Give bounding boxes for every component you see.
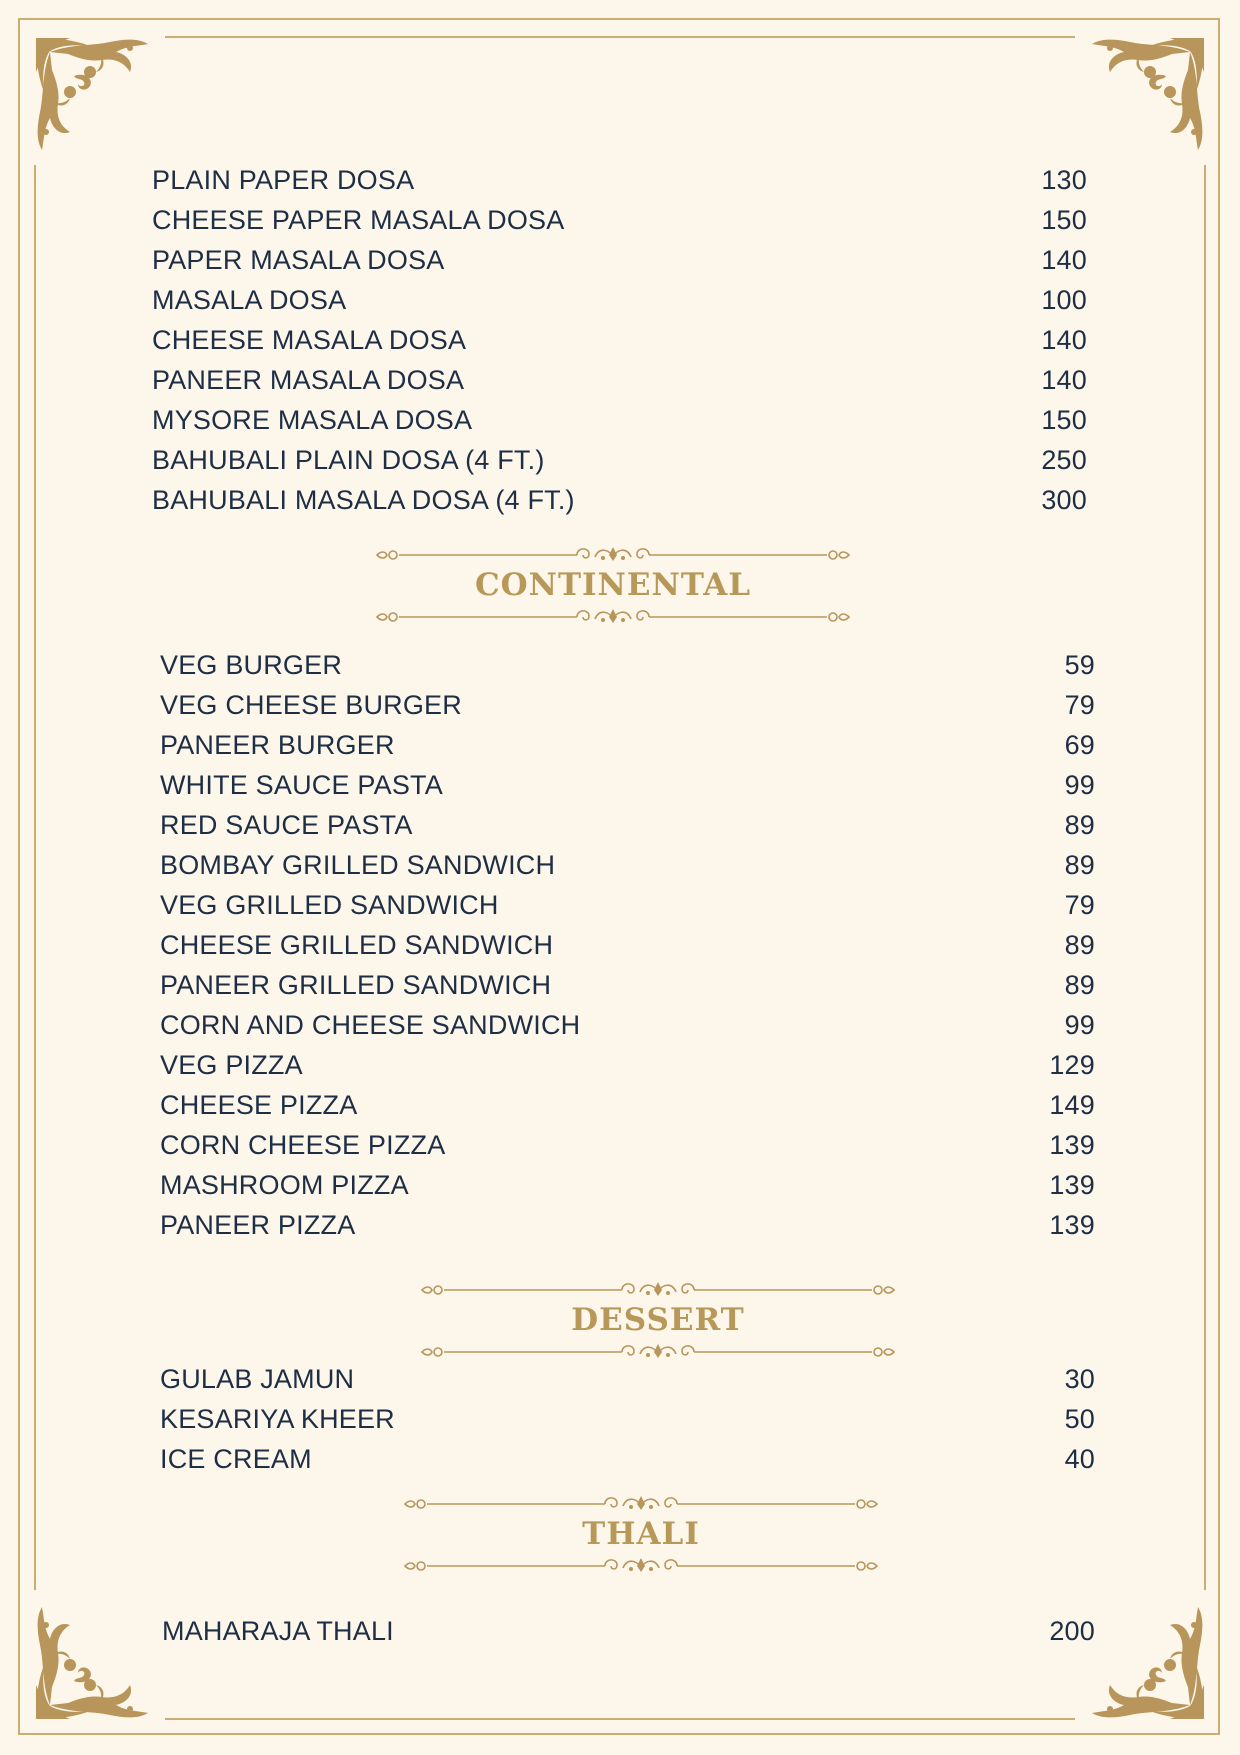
- thali-section-header: [401, 1494, 881, 1584]
- menu-item-name: MAHARAJA THALI: [162, 1615, 394, 1646]
- menu-item-name: VEG CHEESE BURGER: [160, 689, 462, 720]
- corner-flourish-icon: [30, 32, 155, 157]
- menu-item-row: [160, 645, 1095, 685]
- section-title: THALI: [582, 1516, 700, 1552]
- dosa-item-list: [152, 160, 1087, 520]
- menu-item-row: [160, 1205, 1095, 1245]
- corner-flourish-icon: [1085, 32, 1210, 157]
- menu-item-row: [160, 925, 1095, 965]
- menu-item-name: BAHUBALI MASALA DOSA (4 FT.): [152, 484, 575, 515]
- menu-item-name: BOMBAY GRILLED SANDWICH: [160, 849, 556, 880]
- menu-item-name: KESARIYA KHEER: [160, 1403, 395, 1434]
- divider-top: [418, 1280, 898, 1300]
- menu-item-price: 150: [1041, 204, 1087, 235]
- menu-item-price: 140: [1041, 244, 1087, 275]
- menu-item-name: PANEER BURGER: [160, 729, 395, 760]
- menu-item-price: 79: [1064, 889, 1095, 920]
- corner-top-left-icon: [30, 32, 155, 157]
- menu-item-price: 69: [1064, 729, 1095, 760]
- menu-item-price: 89: [1064, 849, 1095, 880]
- corner-bottom-left-icon: [30, 1600, 155, 1725]
- continental-item-list: [160, 645, 1095, 1245]
- corner-flourish-icon: [30, 1600, 155, 1725]
- menu-item-price: 200: [1049, 1615, 1095, 1646]
- menu-item-row: [152, 320, 1087, 360]
- menu-item-price: 100: [1041, 284, 1087, 315]
- menu-item-name: WHITE SAUCE PASTA: [160, 769, 443, 800]
- menu-item-row: [160, 845, 1095, 885]
- inner-border-bottom: [165, 1718, 1075, 1720]
- menu-item-name: CHEESE MASALA DOSA: [152, 324, 467, 355]
- menu-item-row: [152, 160, 1087, 200]
- menu-item-price: 79: [1064, 689, 1095, 720]
- corner-top-right-icon: [1085, 32, 1210, 157]
- menu-item-row: [152, 200, 1087, 240]
- menu-item-name: CHEESE PIZZA: [160, 1089, 358, 1120]
- menu-item-name: VEG GRILLED SANDWICH: [160, 889, 499, 920]
- divider-bottom: [401, 1556, 881, 1576]
- menu-item-name: CHEESE GRILLED SANDWICH: [160, 929, 554, 960]
- divider-bottom: [373, 607, 853, 627]
- menu-item-row: [152, 480, 1087, 520]
- corner-flourish-icon: [1085, 1600, 1210, 1725]
- menu-item-price: 89: [1064, 969, 1095, 1000]
- section-title: CONTINENTAL: [474, 567, 752, 603]
- menu-item-name: MYSORE MASALA DOSA: [152, 404, 473, 435]
- menu-item-row: [160, 1125, 1095, 1165]
- menu-item-price: 89: [1064, 809, 1095, 840]
- menu-item-name: CORN CHEESE PIZZA: [160, 1129, 446, 1160]
- menu-item-name: PANEER PIZZA: [160, 1209, 356, 1240]
- menu-item-price: 129: [1049, 1049, 1095, 1080]
- inner-border-left: [34, 165, 36, 1590]
- inner-border-right: [1204, 165, 1206, 1590]
- dessert-section-header: [418, 1280, 898, 1370]
- ornamental-divider-icon: [401, 1556, 881, 1576]
- menu-item-price: 300: [1041, 484, 1087, 515]
- menu-item-price: 130: [1041, 164, 1087, 195]
- menu-item-price: 89: [1064, 929, 1095, 960]
- menu-item-row: [152, 400, 1087, 440]
- menu-item-price: 139: [1049, 1129, 1095, 1160]
- menu-item-row: [160, 1005, 1095, 1045]
- menu-item-row: [160, 805, 1095, 845]
- menu-item-price: 149: [1049, 1089, 1095, 1120]
- menu-item-row: [160, 1165, 1095, 1205]
- menu-item-row: [160, 685, 1095, 725]
- menu-item-price: 140: [1041, 324, 1087, 355]
- menu-item-name: RED SAUCE PASTA: [160, 809, 413, 840]
- menu-item-row: [152, 360, 1087, 400]
- menu-item-row: [152, 280, 1087, 320]
- menu-item-name: PAPER MASALA DOSA: [152, 244, 445, 275]
- menu-item-row: [160, 1439, 1095, 1479]
- menu-item-name: MASALA DOSA: [152, 284, 347, 315]
- menu-item-price: 30: [1064, 1363, 1095, 1394]
- thali-item-list: [162, 1611, 1095, 1651]
- menu-item-name: VEG PIZZA: [160, 1049, 303, 1080]
- menu-item-row: [160, 1359, 1095, 1399]
- menu-item-name: PLAIN PAPER DOSA: [152, 164, 415, 195]
- ornamental-divider-icon: [401, 1494, 881, 1514]
- menu-item-name: PANEER GRILLED SANDWICH: [160, 969, 552, 1000]
- menu-item-name: PANEER MASALA DOSA: [152, 364, 465, 395]
- menu-item-name: MASHROOM PIZZA: [160, 1169, 409, 1200]
- ornamental-divider-icon: [373, 545, 853, 565]
- menu-item-price: 50: [1064, 1403, 1095, 1434]
- menu-item-price: 99: [1064, 1009, 1095, 1040]
- dessert-item-list: [160, 1359, 1095, 1479]
- menu-item-name: GULAB JAMUN: [160, 1363, 355, 1394]
- divider-top: [401, 1494, 881, 1514]
- menu-item-row: [160, 725, 1095, 765]
- menu-item-row: [160, 1399, 1095, 1439]
- menu-item-row: [152, 240, 1087, 280]
- corner-bottom-right-icon: [1085, 1600, 1210, 1725]
- section-title: DESSERT: [571, 1302, 745, 1338]
- divider-top: [373, 545, 853, 565]
- menu-item-price: 139: [1049, 1209, 1095, 1240]
- menu-item-price: 139: [1049, 1169, 1095, 1200]
- menu-item-row: [152, 440, 1087, 480]
- menu-item-price: 59: [1064, 649, 1095, 680]
- menu-item-price: 250: [1041, 444, 1087, 475]
- ornamental-divider-icon: [418, 1280, 898, 1300]
- menu-item-name: ICE CREAM: [160, 1443, 312, 1474]
- menu-item-name: VEG BURGER: [160, 649, 343, 680]
- menu-item-row: [160, 765, 1095, 805]
- menu-item-name: CORN AND CHEESE SANDWICH: [160, 1009, 581, 1040]
- menu-item-row: [160, 1085, 1095, 1125]
- menu-item-name: BAHUBALI PLAIN DOSA (4 FT.): [152, 444, 545, 475]
- menu-item-row: [160, 885, 1095, 925]
- menu-item-row: [160, 965, 1095, 1005]
- menu-item-price: 140: [1041, 364, 1087, 395]
- menu-item-row: [162, 1611, 1095, 1651]
- ornamental-divider-icon: [373, 607, 853, 627]
- continental-section-header: [373, 545, 853, 635]
- inner-border-top: [165, 36, 1075, 38]
- menu-item-name: CHEESE PAPER MASALA DOSA: [152, 204, 565, 235]
- menu-item-price: 150: [1041, 404, 1087, 435]
- menu-item-price: 99: [1064, 769, 1095, 800]
- menu-item-price: 40: [1064, 1443, 1095, 1474]
- menu-item-row: [160, 1045, 1095, 1085]
